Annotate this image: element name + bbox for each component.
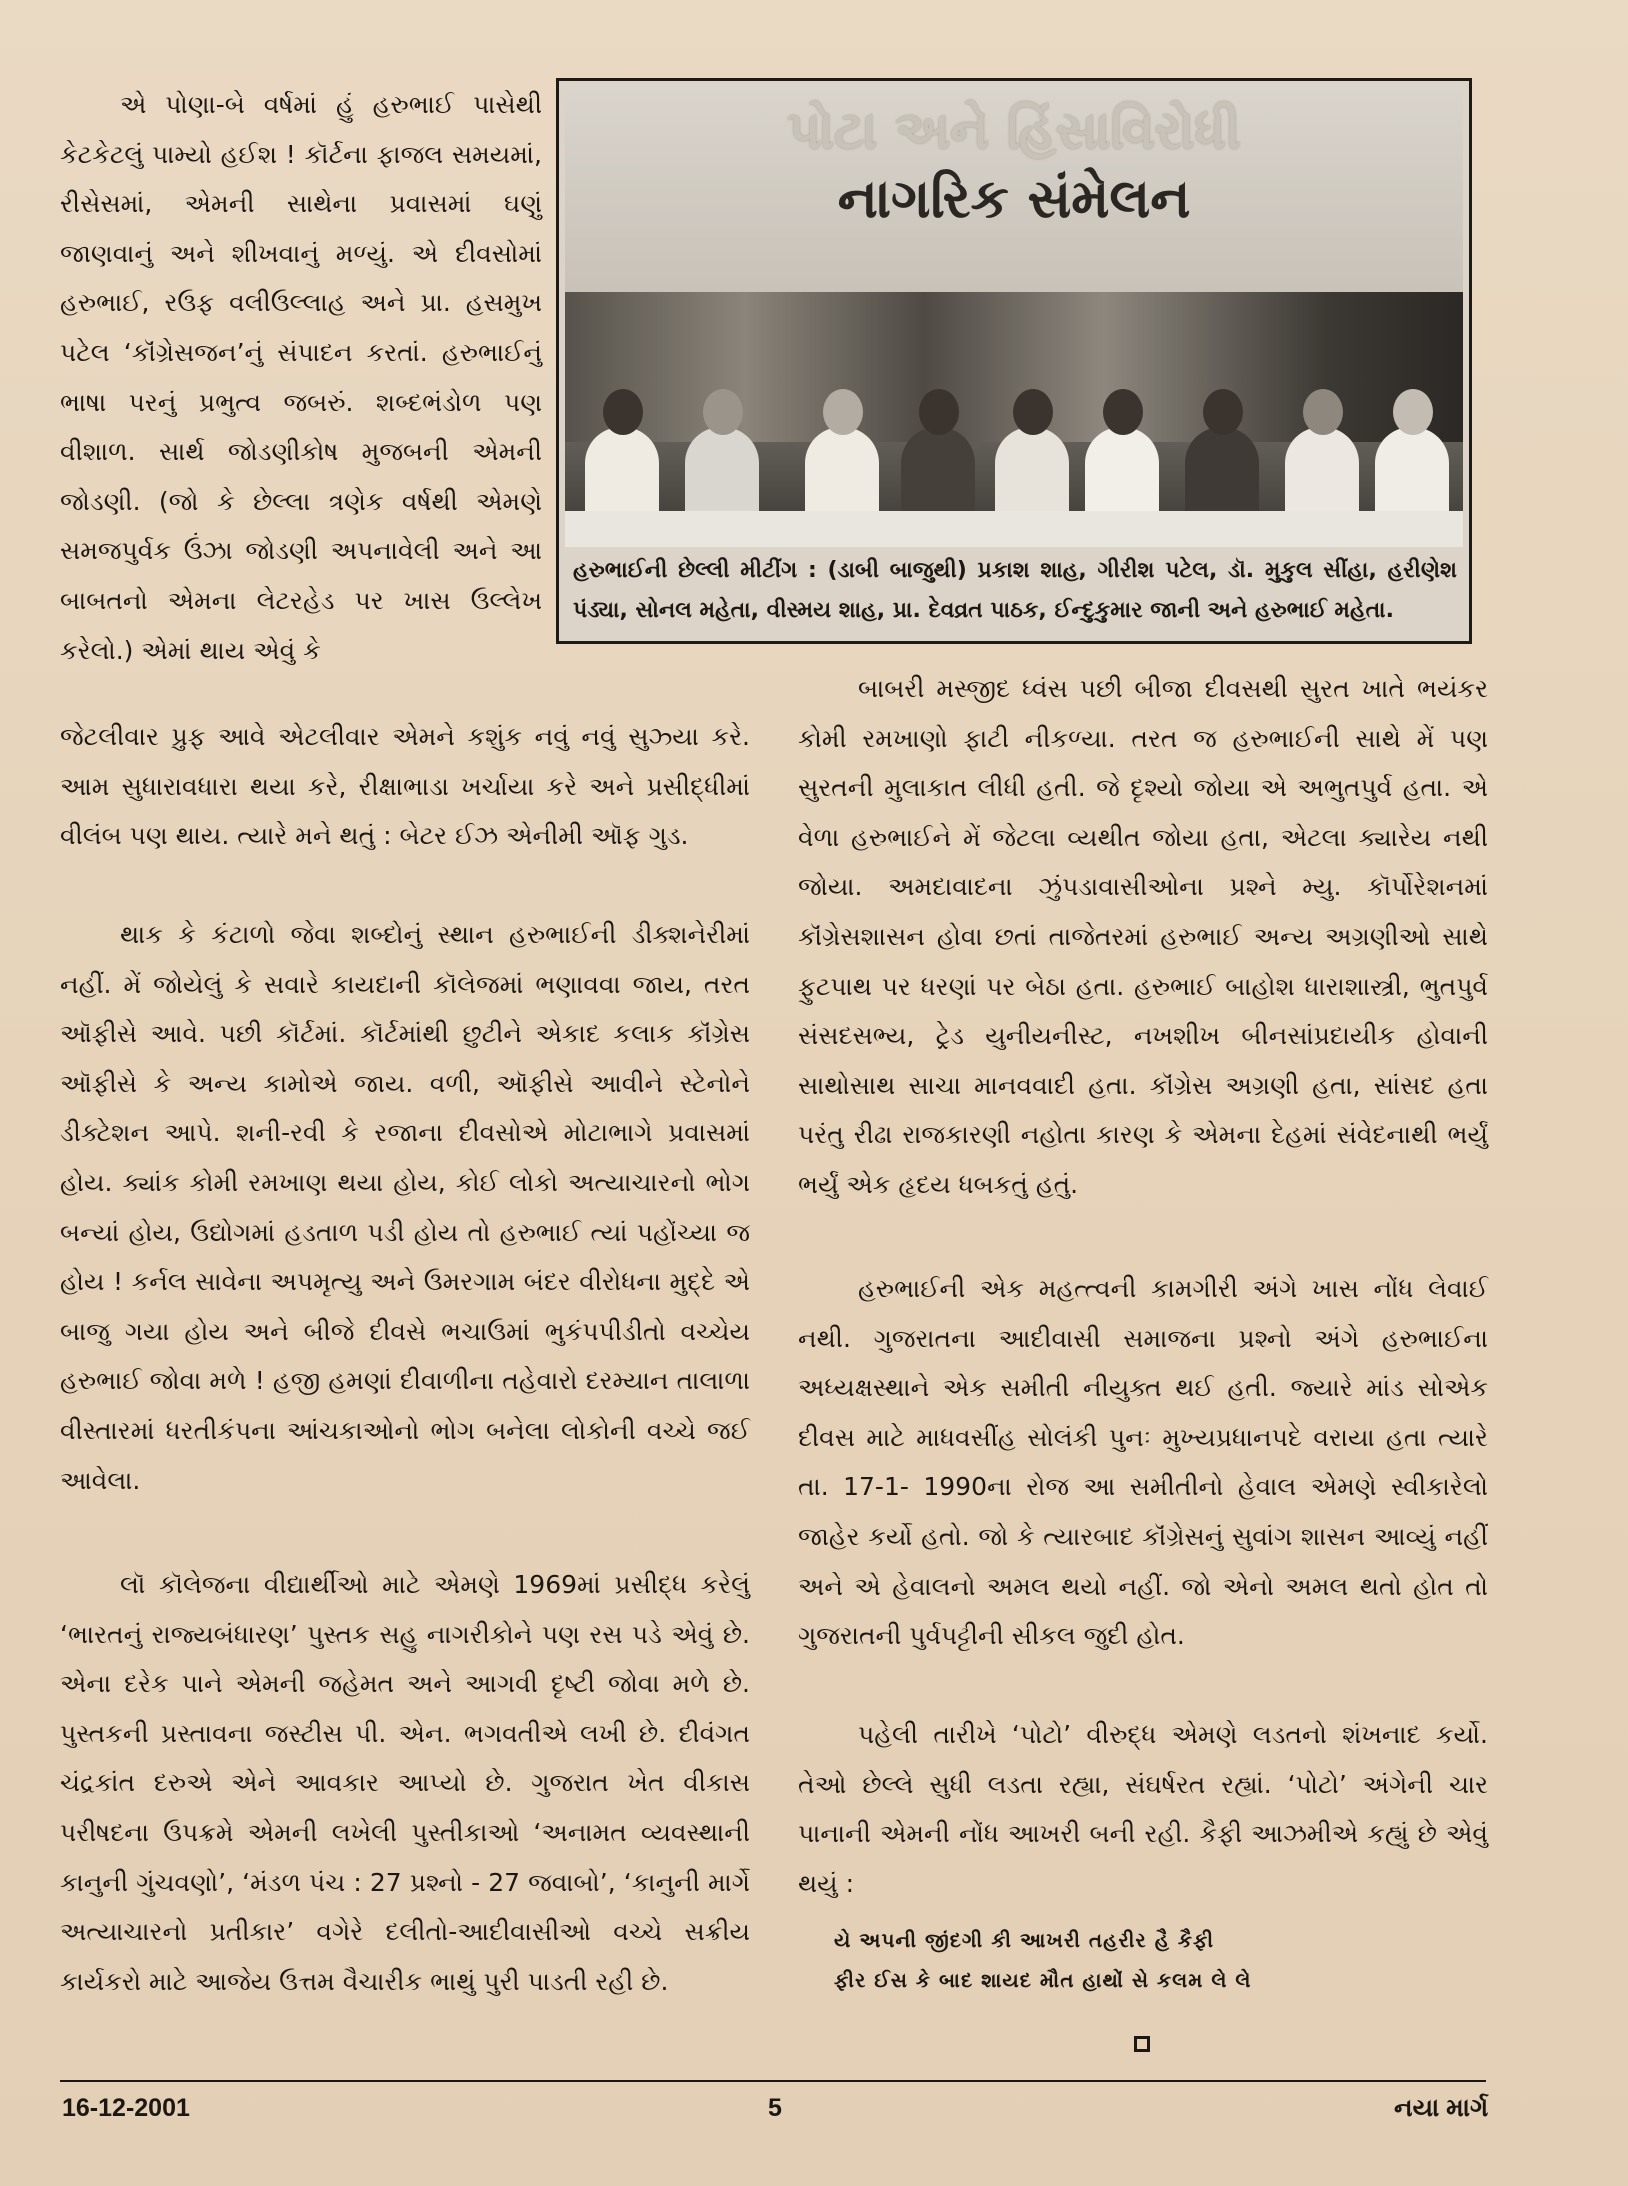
left-paragraph-1-bottom: જેટલીવાર પ્રુફ આવે એટલીવાર એમને કશુંક નવું નવું સુઝ્યા કરે. આમ સુધારાવધારા થયા કરે, રીક્ષાભાડા ખર્ચાયા કરે અને પ્રસીદ્ધીમાં વીલંબ પણ થાય. ત્યારે મને થતું : બેટર ઈઝ એનીમી ઑફ ગુડ.	[60, 722, 750, 851]
photo-head	[1103, 389, 1143, 435]
left-paragraph-3: લૉ કૉલેજના વીદ્યાર્થીઓ માટે એમણે 1969માં પ્રસીદ્ધ કરેલું ‘ભારતનું રાજ્યબંધારણ’ પુસ્તક સહુ નાગરીકોને પણ રસ પડે એવું છે. એના દરેક પાને એમની જહેમત અને આગવી દૃષ્ટી જોવા મળે છે. પુસ્તકની પ્રસ્તાવના જસ્ટીસ પી. એન. ભગવતીએ લખી છે. દીવંગત ચંદ્રકાંત દરુએ એને આવકાર આપ્યો છે. ગુજરાત ખેત વીકાસ પરીષદના ઉપક્રમે એમની લખેલી પુસ્તીકાઓ ‘અનામત વ્યવસ્થાની કાનુની ગુંચવણો’, ‘મંડળ પંચ : 27 પ્રશ્નો - 27 જવાબો’, ‘કાનુની માર્ગે અત્યાચારનો પ્રતીકાર’ વગેરે દલીતો-આદીવાસીઓ વચ્ચે સક્રીય કાર્યકરો માટે આજેય ઉત્તમ વૈચારીક ભાથું પુરી પાડતી રહી છે.	[60, 1570, 750, 1996]
right-paragraph-3: પહેલી તારીખે ‘પોટો’ વીરુદ્ધ એમણે લડતનો શંખનાદ કર્યો. તેઓ છેલ્લે સુધી લડતા રહ્યા, સંઘર્ષરત રહ્યાં. ‘પોટો’ અંગેની ચાર પાનાની એમની નોંધ આખરી બની રહી. કૈફી આઝમીએ કહ્યું છે એવું થયું :	[798, 1720, 1488, 1898]
photo-caption: હરુભાઈની છેલ્લી મીટીંગ : (ડાબી બાજુથી) પ્રકાશ શાહ, ગીરીશ પટેલ, ડૉ. મુકુલ સીંહા, હરીણેશ પંડ્યા, સોનલ મહેતા, વીસ્મય શાહ, પ્રા. દેવવ્રત પાઠક, ઈન્દુકુમાર જાની અને હરુભાઈ મહેતા.	[573, 558, 1457, 623]
footer-page-number: 5	[768, 2094, 782, 2122]
footer-rule	[60, 2080, 1486, 2082]
photo-head	[603, 389, 643, 435]
footer-date: 16-12-2001	[62, 2094, 190, 2122]
photo-head	[1203, 389, 1243, 435]
photo-head	[1393, 389, 1433, 435]
right-paragraph-1: બાબરી મસ્જીદ ધ્વંસ પછી બીજા દીવસથી સુરત ખાતે ભયંકર કોમી રમખાણો ફાટી નીકળ્યા. તરત જ હરુભાઈની સાથે મેં પણ સુરતની મુલાકાત લીધી હતી. જે દૃશ્યો જોયા એ અભુતપુર્વ હતા. એ વેળા હરુભાઈને મેં જેટલા વ્યથીત જોયા હતા, એટલા ક્યારેય નથી જોયા. અમદાવાદના ઝુંપડાવાસીઓના પ્રશ્ને મ્યુ. કૉર્પોરેશનમાં કૉંગ્રેસશાસન હોવા છતાં તાજેતરમાં હરુભાઈ અન્ય અગ્રણીઓ સાથે ફુટપાથ પર ધરણાં પર બેઠા હતા. હરુભાઈ બાહોશ ધારાશાસ્ત્રી, ભુતપુર્વ સંસદસભ્ય, ટ્રેડ યુનીયનીસ્ટ, નખશીખ બીનસાંપ્રદાયીક હોવાની સાથોસાથ સાચા માનવવાદી હતા. કૉંગ્રેસ અગ્રણી હતા, સાંસદ હતા પરંતુ રીઢા રાજકારણી નહોતા કારણ કે એમના દેહમાં સંવેદનાથી ભર્યું ભર્યું એક હૃદય ધબકતું હતું.	[798, 674, 1488, 1199]
banner-title: પોટા અને હિંસાવિરોધી	[787, 101, 1241, 161]
quote-line-1: યે અપની જીંદગી કી આખરી તહરીર હૈ કૈફી	[834, 1928, 1215, 1952]
photo-frame	[556, 78, 1472, 644]
photo-head	[703, 389, 743, 435]
meeting-photo	[565, 87, 1463, 547]
photo-head	[1303, 389, 1343, 435]
footer-publication: નયા માર્ગ	[1394, 2094, 1489, 2122]
photo-head	[1013, 389, 1053, 435]
photo-table	[565, 511, 1463, 547]
banner-subtitle: નાગરિક સંમેલન	[837, 167, 1191, 230]
end-mark-icon	[1134, 2036, 1150, 2052]
right-paragraph-2: હરુભાઈની એક મહત્ત્વની કામગીરી અંગે ખાસ નોંધ લેવાઈ નથી. ગુજરાતના આદીવાસી સમાજના પ્રશ્નો અંગે હરુભાઈના અધ્યક્ષસ્થાને એક સમીતી નીયુક્ત થઈ હતી. જ્યારે માંડ સોએક દીવસ માટે માધવસીંહ સોલંકી પુનઃ મુખ્યપ્રધાનપદે વરાયા હતા ત્યારે તા. 17-1- 1990ના રોજ આ સમીતીનો હેવાલ એમણે સ્વીકારેલો જાહેર કર્યો હતો. જો કે ત્યારબાદ કૉંગ્રેસનું સુવાંગ શાસન આવ્યું નહીં અને એ હેવાલનો અમલ થયો નહીં. જો એનો અમલ થતો હોત તો ગુજરાતની પુર્વપટ્ટીની સીકલ જુદી હોત.	[798, 1274, 1488, 1651]
quote-line-2: ફીર ઈસ કે બાદ શાયદ મૌત હાથોં સે કલમ લે લે	[834, 1968, 1252, 1992]
photo-head	[919, 389, 959, 435]
left-paragraph-2: થાક કે કંટાળો જેવા શબ્દોનું સ્થાન હરુભાઈની ડીક્શનેરીમાં નહીં. મેં જોયેલું કે સવારે કાયદાની કૉલેજમાં ભણાવવા જાય, તરત ઑફીસે આવે. પછી કૉર્ટમાં. કૉર્ટમાંથી છુટીને એકાદ કલાક કૉંગ્રેસ ઑફીસે કે અન્ય કામોએ જાય. વળી, ઑફીસે આવીને સ્ટેનોને ડીક્ટેશન આપે. શની-રવી કે રજાના દીવસોએ મોટાભાગે પ્રવાસમાં હોય. ક્યાંક કોમી રમખાણ થયા હોય, કોઈ લોકો અત્યાચારનો ભોગ બન્યાં હોય, ઉદ્યોગમાં હડતાળ પડી હોય તો હરુભાઈ ત્યાં પહોંચ્યા જ હોય ! કર્નલ સાવેના અપમૃત્યુ અને ઉમરગામ બંદર વીરોધના મુદ્દે એ બાજુ ગયા હોય અને બીજે દીવસે ભચાઉમાં ભુકંપપીડીતો વચ્ચેય હરુભાઈ જોવા મળે ! હજી હમણાં દીવાળીના તહેવારો દરમ્યાન તાલાળા વીસ્તારમાં ધરતીકંપના આંચકાઓનો ભોગ બનેલા લોકોની વચ્ચે જઈ આવેલા.	[60, 920, 750, 1495]
photo-head	[823, 389, 863, 435]
left-paragraph-1-top: એ પોણા-બે વર્ષમાં હું હરુભાઈ પાસેથી કેટકેટલું પામ્યો હઈશ ! કૉર્ટના ફાજલ સમયમાં, રીસેસમાં, એમની સાથેના પ્રવાસમાં ઘણું જાણવાનું અને શીખવાનું મળ્યું. એ દીવસોમાં હરુભાઈ, રઉફ વલીઉલ્લાહ અને પ્રા. હસમુખ પટેલ ‘કૉંગ્રેસજન’નું સંપાદન કરતાં. હરુભાઈનું ભાષા પરનું પ્રભુત્વ જબરું. શબ્દભંડોળ પણ વીશાળ. સાર્થ જોડણીકોષ મુજબની એમની જોડણી. (જો કે છેલ્લા ત્રણેક વર્ષથી એમણે સમજપુર્વક ઉંઝા જોડણી અપનાવેલી અને આ બાબતનો એમના લેટરહેડ પર ખાસ ઉલ્લેખ કરેલો.) એમાં થાય એવું કે	[60, 90, 542, 665]
